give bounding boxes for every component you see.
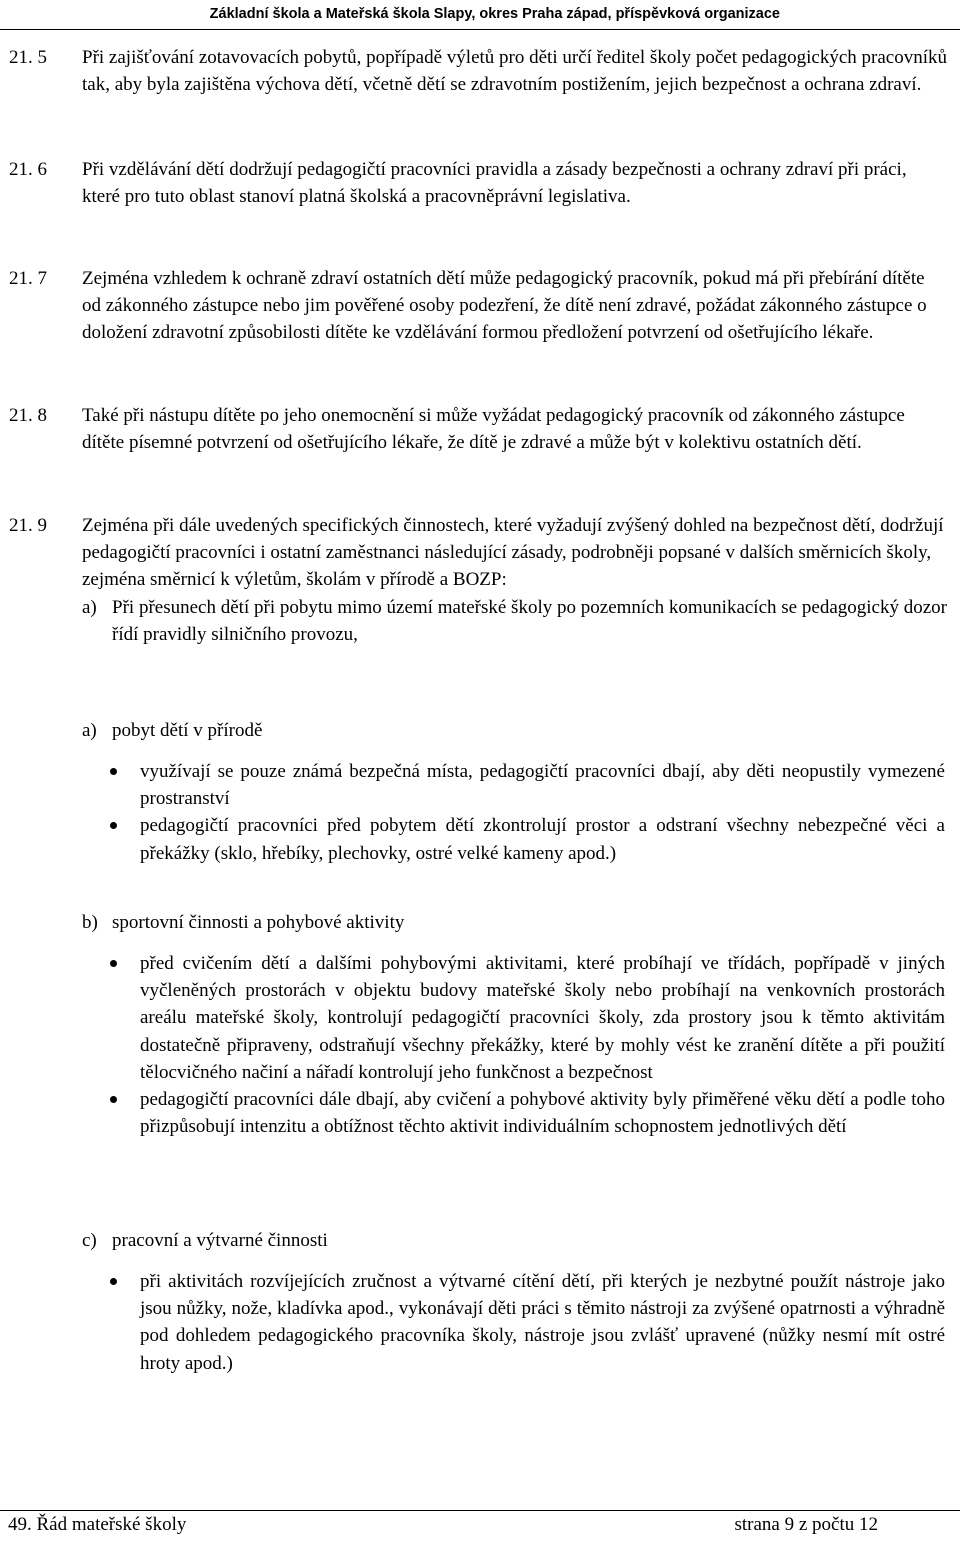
section-text: Také při nástupu dítěte po jeho onemocnění si může vyžádat pedagogický pracovník od zákonného zástupce dítěte písemné potvrzení od ošetřujícího lékaře, že dítě je zdravé a může být v kolektivu ostatních dětí.: [82, 405, 905, 454]
section-21-5: [9, 44, 947, 98]
list-item: pedagogičtí pracovníci před pobytem dětí zkontrolují prostor a odstraní všechny nebezpečné věci a překážky (sklo, hřebíky, plechovky, ostré velké kameny apod.): [140, 812, 945, 866]
list-item: před cvičením dětí a dalšími pohybovými aktivitami, které probíhají ve třídách, popřípadě v jiných vyčleněných prostorách v objektu budovy mateřské školy nebo probíhají na venkovních prostorách areálu mateřské školy, kontrolují pedagogičtí pracovníci školy, zda prostory jsou k těmto aktivitám dostatečně připraveny, odstraňují všechny překážky, které by mohly vést ke zranění dítěte a při použití tělocvičného načiní a nářadí kontrolují jeho funkčnost a bezpečnost: [140, 950, 945, 1086]
section-text: Při vzdělávání dětí dodržují pedagogičtí pracovníci pravidla a zásady bezpečnosti a ochrany zdraví při práci, které pro tuto oblast stanoví platná školská a pracovněprávní legislativa.: [82, 159, 907, 208]
section-21-7: [9, 265, 947, 347]
section-text: Při zajišťování zotavovacích pobytů, popřípadě výletů pro děti určí ředitel školy počet pedagogických pracovníků tak, aby byla zajištěna výchova dětí, včetně dětí se zdravotním postižením, jejich bezpečnost a ochrana zdraví.: [82, 47, 947, 96]
section-text: Zejména vzhledem k ochraně zdraví ostatních dětí může pedagogický pracovník, pokud má při přebírání dítěte od zákonného zástupce nebo jim pověřené osoby podezření, že dítě není zdravé, požádat zákonného zástupce o doložení zdravotní způsobilosti dítěte ke vzdělávání formou předložení potvrzení od ošetřujícího lékaře.: [82, 268, 927, 344]
list-item: při aktivitách rozvíjejících zručnost a výtvarné cítění dětí, při kterých je nezbytné použít nástroje jako jsou nůžky, nože, kladívka apod., vykonávají děti práci s těmito nástroji za zvýšené opatrnosti a výhradně pod dohledem pedagogického pracovníka školy, nástroje jsou zvlášť upravené (nůžky nesmí mít ostré hroty apod.): [140, 1268, 945, 1377]
subsection-title: pracovní a výtvarné činnosti: [112, 1230, 328, 1251]
section-number: 21. 8: [9, 405, 47, 426]
item-label: a): [82, 596, 97, 618]
section-number: 21. 5: [9, 47, 47, 68]
subsection-heading-b: [82, 909, 404, 936]
subsection-label: a): [82, 720, 97, 741]
item-text: Při přesunech dětí při pobytu mimo území mateřské školy po pozemních komunikacích se pedagogický dozor řídí pravidly silničního provozu,: [112, 596, 947, 645]
section-item-a: [82, 594, 947, 648]
subsection-title: pobyt dětí v přírodě: [112, 720, 263, 741]
bullet-list-b: [140, 950, 945, 1140]
footer-page-number: strana 9 z počtu 12: [734, 1514, 878, 1535]
section-number: 21. 9: [9, 515, 47, 536]
page-header: [0, 0, 960, 30]
subsection-title: sportovní činnosti a pohybové aktivity: [112, 912, 405, 933]
subsection-heading-c: [82, 1227, 328, 1254]
list-item: pedagogičtí pracovníci dále dbají, aby cvičení a pohybové aktivity byly přiměřené věku dětí a podle toho přizpůsobují intenzitu a obtížnost těchto aktivit individuálním schopnostem jednotlivých dětí: [140, 1086, 945, 1140]
section-number: 21. 7: [9, 268, 47, 289]
section-number: 21. 6: [9, 159, 47, 180]
section-21-6: [9, 156, 947, 210]
bullet-list-c: [140, 1268, 945, 1377]
section-21-9: [9, 512, 947, 648]
bullet-list-a: [140, 758, 945, 867]
subsection-label: c): [82, 1230, 97, 1251]
footer-document-title: 49. Řád mateřské školy: [8, 1514, 187, 1535]
section-21-8: [9, 402, 947, 456]
header-title: Základní škola a Mateřská škola Slapy, okres Praha západ, příspěvková organizace: [209, 6, 780, 22]
subsection-heading-a: [82, 717, 262, 744]
section-text: Zejména při dále uvedených specifických činnostech, které vyžadují zvýšený dohled na bezpečnost dětí, dodržují pedagogičtí pracovníci i ostatní zaměstnanci následující zásady, podrobněji popsané v dalších směrnicích školy, zejména směrnicí k výletům, školám v přírodě a BOZP:: [82, 515, 944, 591]
subsection-label: b): [82, 912, 98, 933]
header-divider: [0, 29, 960, 30]
page-footer: [0, 1500, 960, 1541]
footer-divider: [0, 1510, 960, 1511]
list-item: využívají se pouze známá bezpečná místa, pedagogičtí pracovníci dbají, aby děti neopustily vymezené prostranství: [140, 758, 945, 812]
